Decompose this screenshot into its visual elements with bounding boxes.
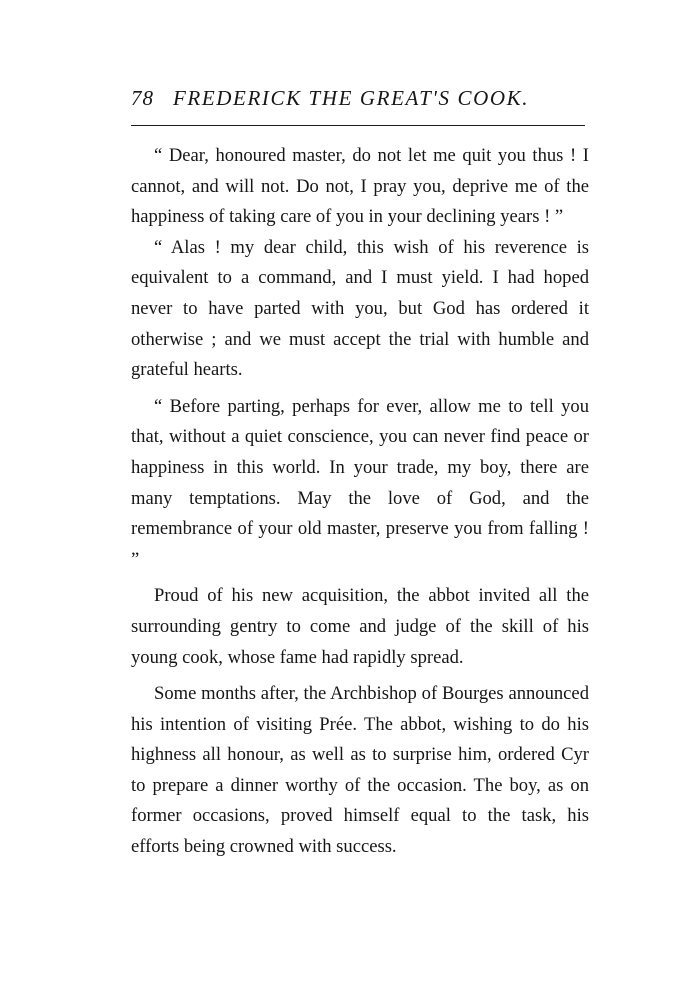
page-number: 78 [131,86,154,110]
paragraph-4: Proud of his new acquisition, the abbot invited all the surrounding gentry to come and judge of the skill of his young cook, whose fame had rapidly spread. [131,585,589,668]
body-text [131,141,589,863]
paragraph-2: “ Alas ! my dear child, this wish of his reverence is equivalent to a command, and I must yield. I had hoped never to have parted with you, but God has ordered it otherwise ; and we must accept the trial with humble and grateful hearts. [131,236,589,381]
book-page [131,82,592,858]
paragraph-3: “ Before parting, perhaps for ever, allow me to tell you that, without a quiet conscience, you can never find peace or happiness in this world. In your trade, my boy, there are many temptations. May the love of God, and the remembrance of your old master, preserve you from falling ! ” [131,395,589,570]
page-header [131,82,592,114]
paragraph-5: Some months after, the Archbishop of Bourges announced his intention of visiting Prée. The abbot, wishing to do his highness all honour, as well as to surprise him, ordered Cyr to prepare a dinner worthy of the occasion. The boy, as on former occasions, proved himself equal to the task, his efforts being crowned with success. [131,683,589,858]
running-title: FREDERICK THE GREAT'S COOK. [173,86,530,110]
header-rule [131,125,585,126]
paragraph-1: “ Dear, honoured master, do not let me quit you thus ! I cannot, and will not. Do not, I pray you, deprive me of the happiness of taking care of you in your declining years ! ” [131,145,589,228]
